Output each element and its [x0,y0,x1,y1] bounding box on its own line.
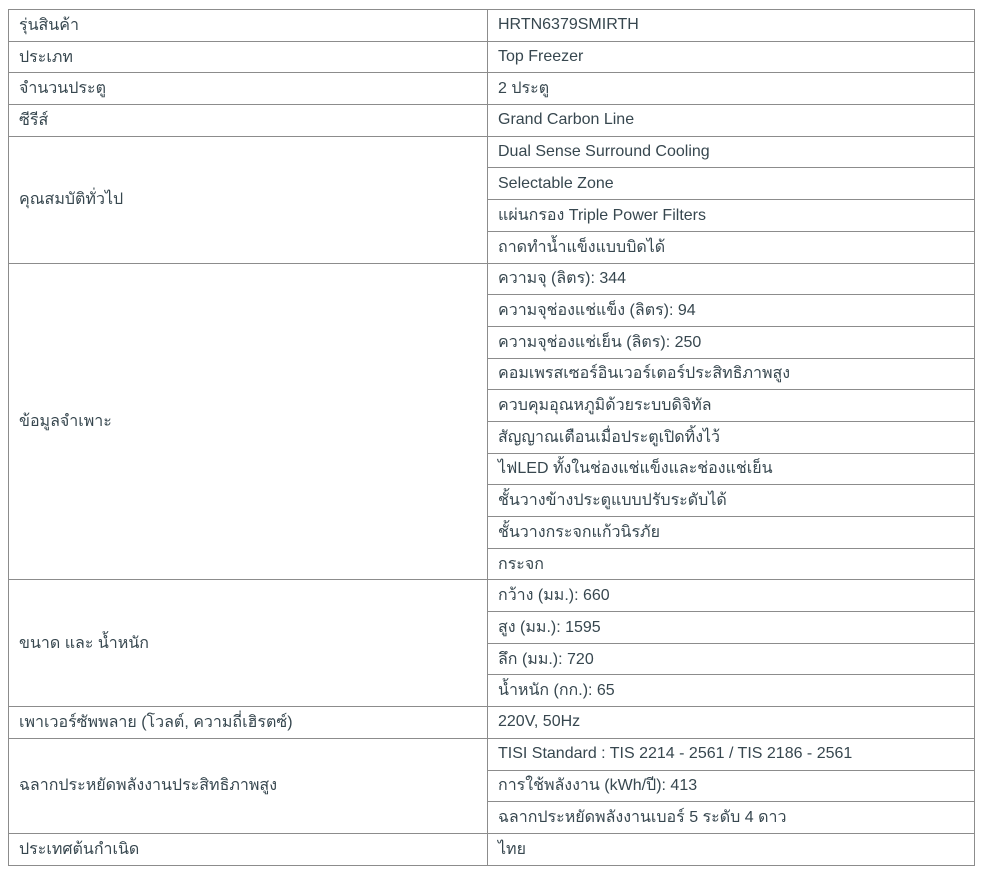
spec-value-cell: ควบคุมอุณหภูมิด้วยระบบดิจิทัล [488,390,975,422]
spec-value-cell: HRTN6379SMIRTH [488,10,975,42]
product-spec-table-body [9,10,975,866]
spec-value-cell: ชั้นวางข้างประตูแบบปรับระดับได้ [488,485,975,517]
spec-value-cell: แผ่นกรอง Triple Power Filters [488,200,975,232]
spec-label-cell: ฉลากประหยัดพลังงานประสิทธิภาพสูง [9,738,488,833]
spec-label-cell: ซีรีส์ [9,105,488,137]
spec-value-cell: กว้าง (มม.): 660 [488,580,975,612]
table-row [9,136,975,168]
spec-label-cell: ประเภท [9,41,488,73]
spec-value-cell: Grand Carbon Line [488,105,975,137]
table-row [9,41,975,73]
spec-label-cell: ข้อมูลจำเพาะ [9,263,488,580]
product-spec-table [8,9,975,866]
table-row [9,833,975,865]
spec-value-cell: Top Freezer [488,41,975,73]
spec-value-cell: กระจก [488,548,975,580]
table-row [9,580,975,612]
table-row [9,738,975,770]
spec-value-cell: สัญญาณเตือนเมื่อประตูเปิดทิ้งไว้ [488,421,975,453]
table-row [9,263,975,295]
spec-value-cell: ไทย [488,833,975,865]
spec-label-cell: รุ่นสินค้า [9,10,488,42]
spec-label-cell: คุณสมบัติทั่วไป [9,136,488,263]
spec-value-cell: ความจุช่องแช่เย็น (ลิตร): 250 [488,326,975,358]
spec-value-cell: TISI Standard : TIS 2214 - 2561 / TIS 2186 - 2561 [488,738,975,770]
spec-label-cell: จำนวนประตู [9,73,488,105]
spec-value-cell: ไฟLED ทั้งในช่องแช่แข็งและช่องแช่เย็น [488,453,975,485]
spec-value-cell: ลึก (มม.): 720 [488,643,975,675]
table-row [9,73,975,105]
spec-value-cell: 220V, 50Hz [488,707,975,739]
spec-value-cell: สูง (มม.): 1595 [488,612,975,644]
table-row [9,10,975,42]
spec-value-cell: Selectable Zone [488,168,975,200]
spec-value-cell: คอมเพรสเซอร์อินเวอร์เตอร์ประสิทธิภาพสูง [488,358,975,390]
spec-value-cell: น้ำหนัก (กก.): 65 [488,675,975,707]
table-row [9,105,975,137]
spec-label-cell: เพาเวอร์ซัพพลาย (โวลต์, ความถี่เฮิรตซ์) [9,707,488,739]
spec-label-cell: ขนาด และ น้ำหนัก [9,580,488,707]
spec-value-cell: 2 ประตู [488,73,975,105]
spec-value-cell: ความจุ (ลิตร): 344 [488,263,975,295]
spec-value-cell: ความจุช่องแช่แข็ง (ลิตร): 94 [488,295,975,327]
spec-value-cell: ฉลากประหยัดพลังงานเบอร์ 5 ระดับ 4 ดาว [488,802,975,834]
table-row [9,707,975,739]
spec-value-cell: ถาดทำน้ำแข็งแบบบิดได้ [488,231,975,263]
spec-label-cell: ประเทศต้นกำเนิด [9,833,488,865]
spec-value-cell: ชั้นวางกระจกแก้วนิรภัย [488,517,975,549]
spec-value-cell: การใช้พลังงาน (kWh/ปี): 413 [488,770,975,802]
spec-value-cell: Dual Sense Surround Cooling [488,136,975,168]
